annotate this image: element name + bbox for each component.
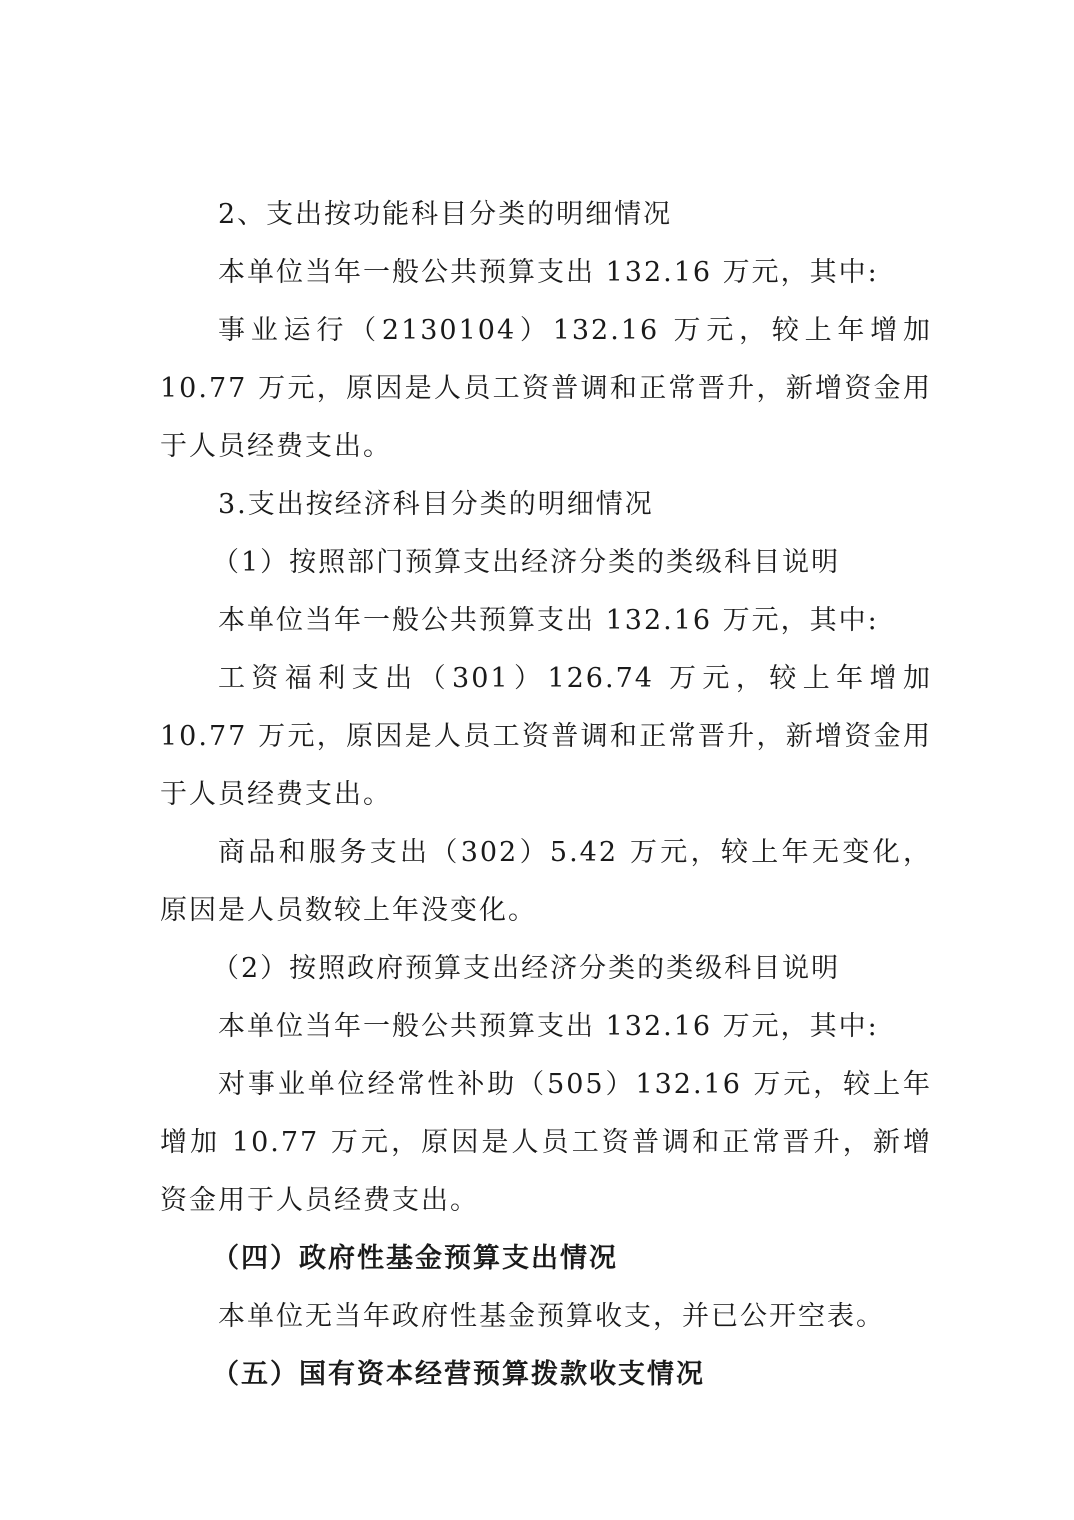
section-heading-state-capital: （五）国有资本经营预算拨款收支情况	[212, 1359, 705, 1390]
heading-function-classification: 2、支出按功能科目分类的明细情况	[218, 199, 673, 230]
subheading-government-budget-economic: （2）按照政府预算支出经济分类的类级科目说明	[212, 953, 841, 984]
section-heading-government-fund: （四）政府性基金预算支出情况	[212, 1243, 618, 1274]
paragraph-goods-services: 商品和服务支出（302）5.42 万元，较上年无变化，原因是人员数较上年没变化。	[160, 837, 932, 926]
paragraph-general-budget-total-2: 本单位当年一般公共预算支出 132.16 万元，其中:	[218, 605, 879, 636]
heading-economic-classification: 3.支出按经济科目分类的明细情况	[218, 489, 654, 520]
paragraph-business-operation: 事业运行（2130104）132.16 万元，较上年增加 10.77 万元，原因是人员工资普调和正常晋升，新增资金用于人员经费支出。	[160, 315, 932, 462]
paragraph-salary-welfare: 工资福利支出（301）126.74 万元，较上年增加 10.77 万元，原因是人员工资普调和正常晋升，新增资金用于人员经费支出。	[160, 663, 932, 810]
paragraph-government-fund-none: 本单位无当年政府性基金预算收支，并已公开空表。	[218, 1301, 885, 1332]
paragraph-general-budget-total-1: 本单位当年一般公共预算支出 132.16 万元，其中:	[218, 257, 879, 288]
subheading-department-budget-economic: （1）按照部门预算支出经济分类的类级科目说明	[212, 547, 841, 578]
paragraph-general-budget-total-3: 本单位当年一般公共预算支出 132.16 万元，其中:	[218, 1011, 879, 1042]
paragraph-public-institution-subsidy: 对事业单位经常性补助（505）132.16 万元，较上年增加 10.77 万元，原因是人员工资普调和正常晋升，新增资金用于人员经费支出。	[160, 1069, 932, 1216]
document-body	[160, 186, 932, 1404]
